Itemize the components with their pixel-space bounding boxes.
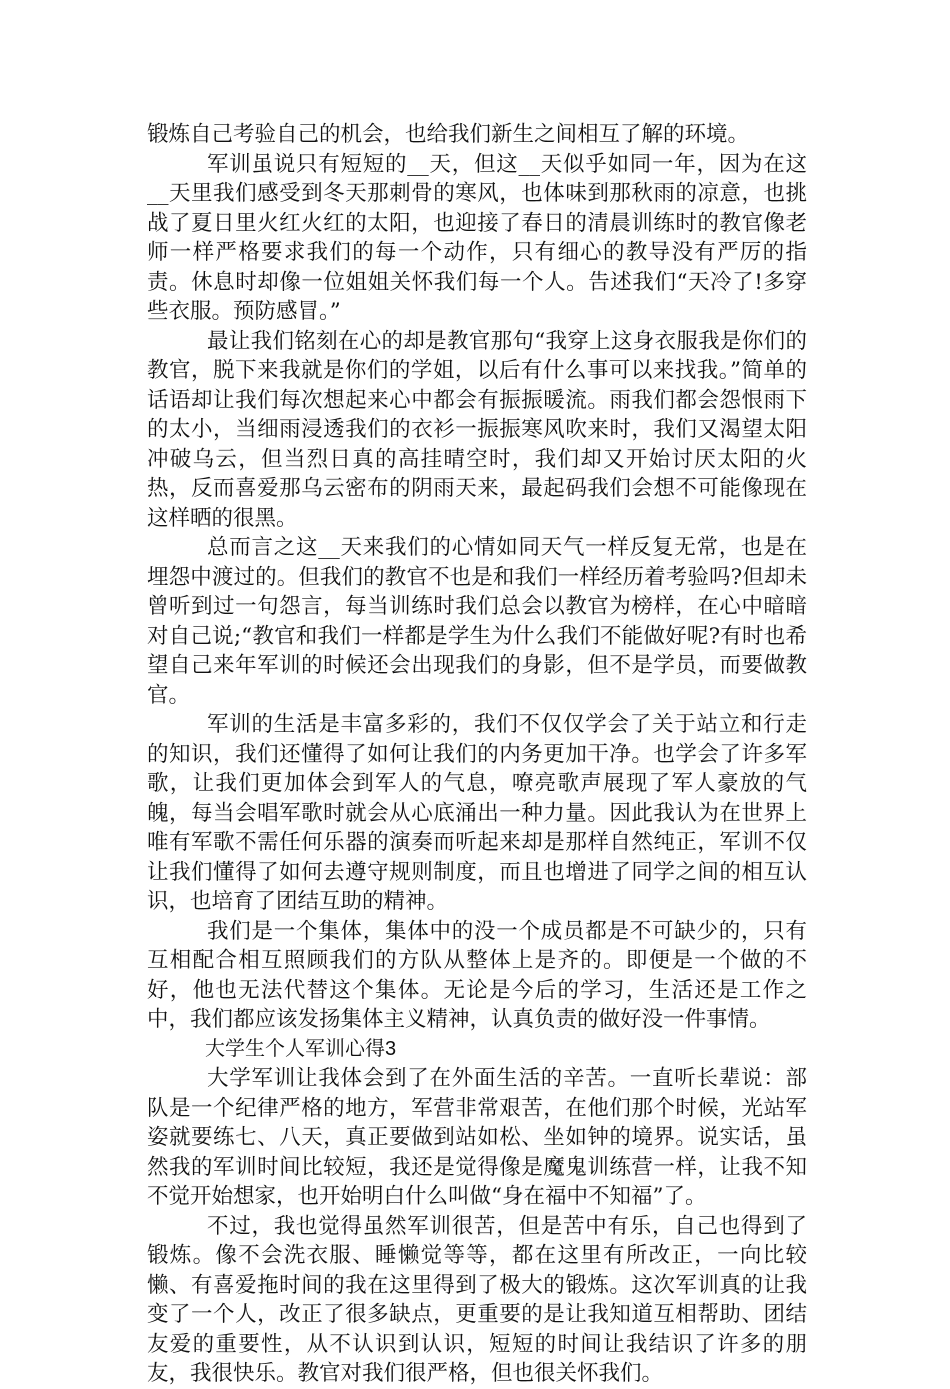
paragraph-8: 不过，我也觉得虽然军训很苦，但是苦中有乐，自己也得到了锻炼。像不会洗衣服、睡懒觉等等，都在这里有所改正，一向比较懒、有喜爱拖时间的我在这里得到了极大的锻炼。这次军训真的让我变了一个人，改正了很多缺点，更重要的是让我知道互相帮助、团结友爱的重要性，从不认识到认识，短短的时间让我结识了许多的朋友，我很快乐。教官对我们很严格，但也很关怀我们。: [147, 1213, 807, 1386]
paragraph-5: 军训的生活是丰富多彩的，我们不仅仅学会了关于站立和行走的知识，我们还懂得了如何让我们的内务更加干净。也学会了许多军歌，让我们更加体会到军人的气息，嘹亮歌声展现了军人豪放的气魄，每当会唱军歌时就会从心底涌出一种力量。因此我认为在世界上唯有军歌不需任何乐器的演奏而听起来却是那样自然纯正，军训不仅让我们懂得了如何去遵守规则制度，而且也增进了同学之间的相互认识，也培育了团结互助的精神。: [147, 712, 807, 914]
section-heading: 大学生个人军训心得3: [205, 1037, 397, 1060]
paragraph-3: 最让我们铭刻在心的却是教官那句“我穿上这身衣服我是你们的教官，脱下来我就是你们的学姐，以后有什么事可以来找我。”简单的话语却让我们每次想起来心中都会有振振暖流。雨我们都会怨恨雨下的太小，当细雨浸透我们的衣衫一振振寒风吹来时，我们又渴望太阳冲破乌云，但当烈日真的高挂晴空时，我们却又开始讨厌太阳的火热，反而喜爱那乌云密布的阴雨天来，最起码我们会想不可能像现在这样晒的很黑。: [147, 328, 807, 531]
paragraph-4: 总而言之这__天来我们的心情如同天气一样反复无常，也是在埋怨中渡过的。但我们的教官不也是和我们一样经历着考验吗?但却未曾听到过一句怨言，每当训练时我们总会以教官为榜样，在心中暗暗对自己说;“教官和我们一样都是学生为什么我们不能做好呢?有时也希望自己来年军训的时候还会出现我们的身影，但不是学员，而要做教官。: [147, 535, 807, 708]
paragraph-7: 大学军训让我体会到了在外面生活的辛苦。一直听长辈说：部队是一个纪律严格的地方，军营非常艰苦，在他们那个时候，光站军姿就要练七、八天，真正要做到站如松、坐如钟的境界。说实话，虽然我的军训时间比较短，我还是觉得像是魔鬼训练营一样，让我不知不觉开始想家，也开始明白什么叫做“身在福中不知福”了。: [147, 1066, 807, 1209]
paragraph-1: 锻炼自己考验自己的机会，也给我们新生之间相互了解的环境。: [147, 122, 750, 147]
document-page: [147, 120, 807, 1389]
paragraph-2: 军训虽说只有短短的__天，但这__天似乎如同一年，因为在这__天里我们感受到冬天那刺骨的寒风，也体味到那秋雨的凉意，也挑战了夏日里火红火红的太阳，也迎接了春日的清晨训练时的教官像老师一样严格要求我们的每一个动作，只有细心的教导没有严厉的指责。休息时却像一位姐姐关怀我们每一个人。告述我们“天冷了!多穿些衣服。预防感冒。”: [147, 151, 807, 324]
paragraph-6: 我们是一个集体，集体中的没一个成员都是不可缺少的，只有互相配合相互照顾我们的方队从整体上是齐的。即便是一个做的不好，他也无法代替这个集体。无论是今后的学习，生活还是工作之中，我们都应该发扬集体主义精神，认真负责的做好没一件事情。: [147, 918, 807, 1032]
